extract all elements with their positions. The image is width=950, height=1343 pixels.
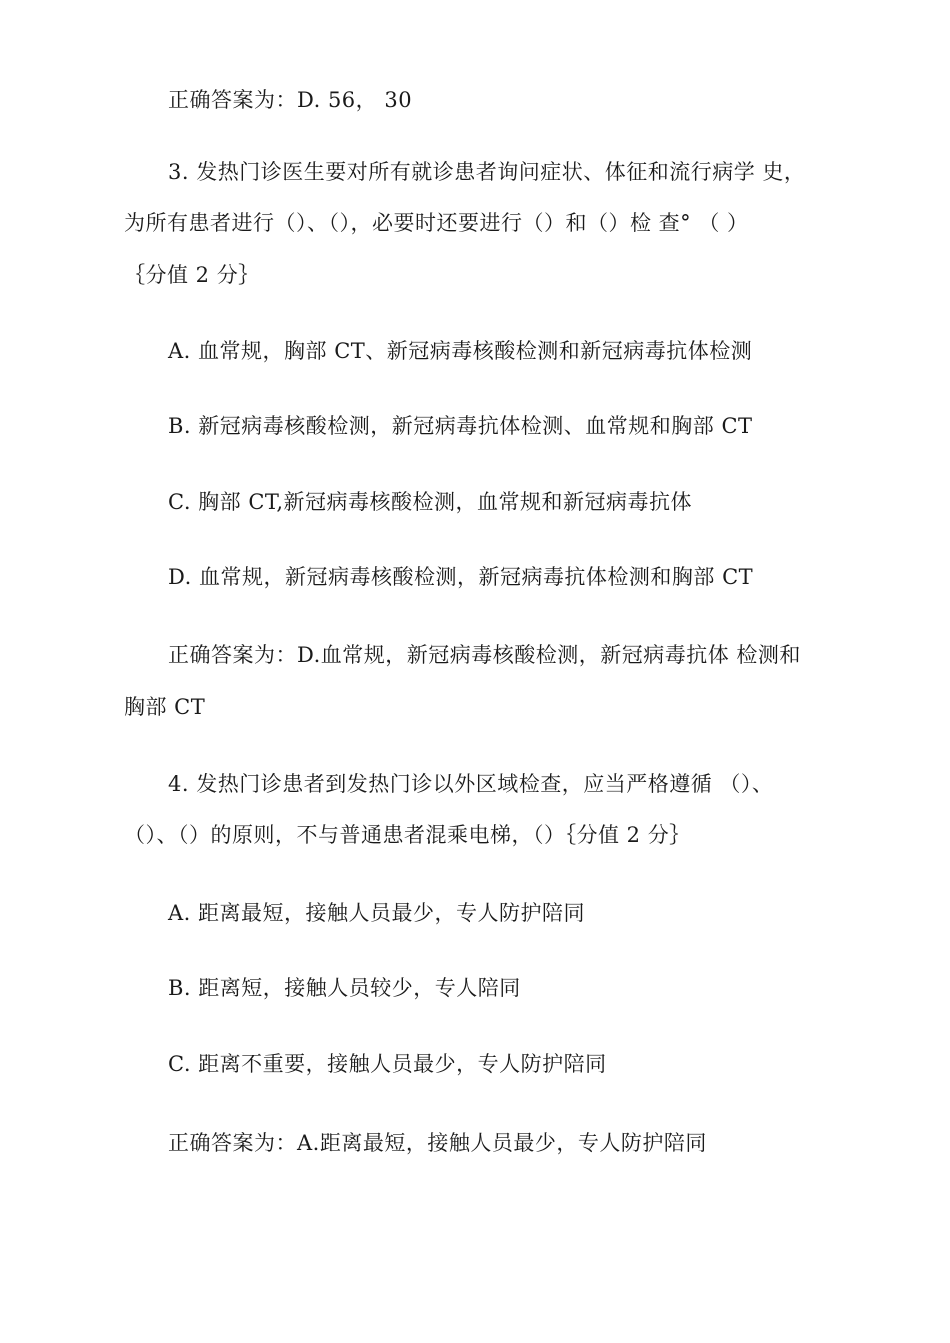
question-4-option-a: A. 距离最短，接触人员最少，专人防护陪同: [168, 901, 586, 925]
question-4-option-c: C. 距离不重要，接触人员最少，专人防护陪同: [168, 1052, 607, 1076]
previous-answer: 正确答案为：D. 56， 30: [168, 88, 413, 112]
question-4-stem-line-1: 4. 发热门诊患者到发热门诊以外区域检查，应当严格遵循 （）、: [168, 772, 774, 796]
question-3-answer-line-2: 胸部 CT: [124, 695, 206, 719]
question-3-option-c: C. 胸部 CT,新冠病毒核酸检测，血常规和新冠病毒抗体: [168, 490, 693, 514]
question-3-option-b: B. 新冠病毒核酸检测，新冠病毒抗体检测、血常规和胸部 CT: [168, 414, 753, 438]
question-3-stem-line-2: 为所有患者进行（）、（），必要时还要进行（）和（）检 查° （ ）: [124, 211, 749, 235]
question-4-option-b: B. 距离短，接触人员较少，专人陪同: [168, 976, 521, 1000]
question-4-answer: 正确答案为：A.距离最短，接触人员最少，专人防护陪同: [168, 1131, 707, 1155]
question-3-stem-line-1: 3. 发热门诊医生要对所有就诊患者询问症状、体征和流行病学 史，: [168, 160, 806, 184]
question-3-answer-line-1: 正确答案为：D.血常规，新冠病毒核酸检测，新冠病毒抗体 检测和: [168, 643, 801, 667]
question-4-stem-line-2: （）、（）的原则，不与普通患者混乘电梯，（）｛分值 2 分｝: [124, 823, 691, 847]
question-3-option-a: A. 血常规，胸部 CT、新冠病毒核酸检测和新冠病毒抗体检测: [168, 339, 753, 363]
question-3-score: ｛分值 2 分｝: [124, 263, 260, 287]
question-3-option-d: D. 血常规，新冠病毒核酸检测，新冠病毒抗体检测和胸部 CT: [168, 565, 754, 589]
